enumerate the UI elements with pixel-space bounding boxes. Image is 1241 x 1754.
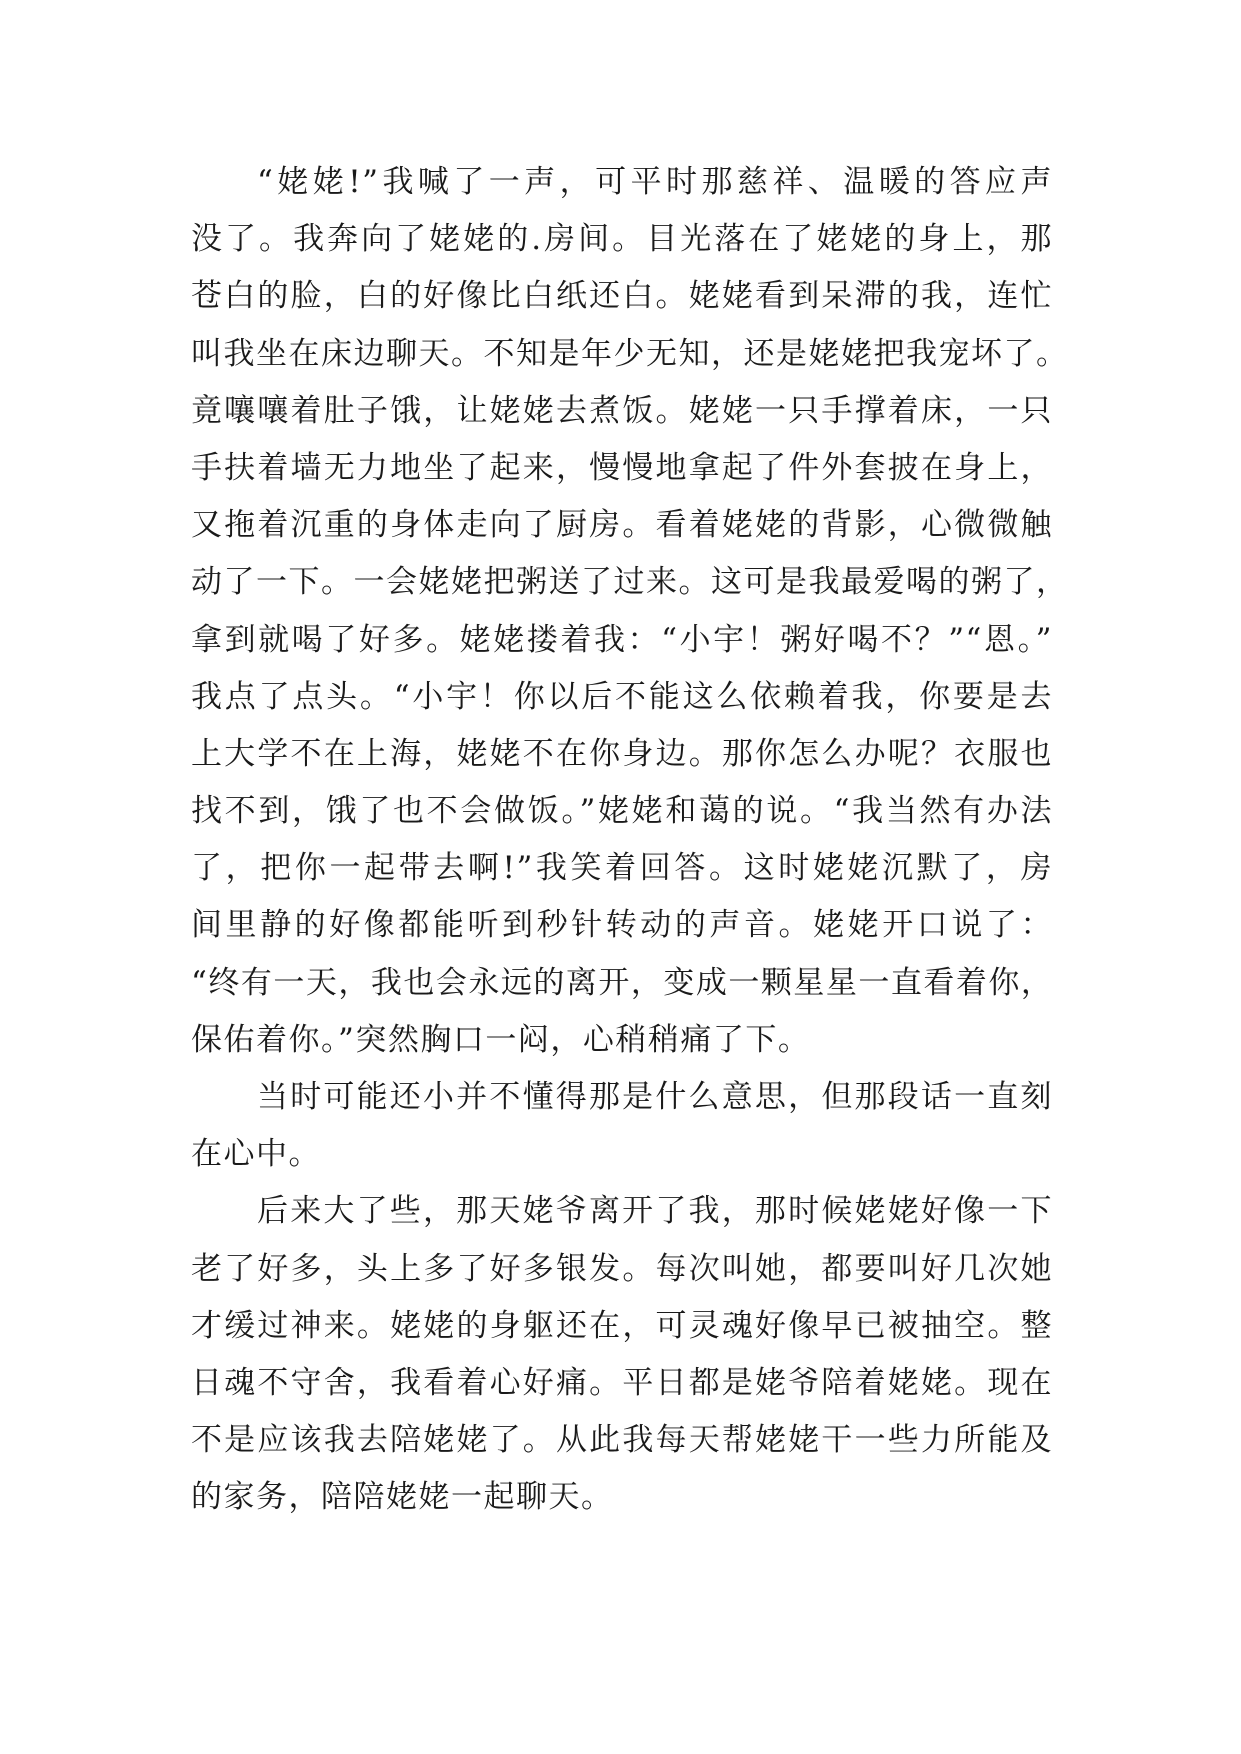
text-line: 的家务，陪陪姥姥一起聊天。 bbox=[191, 1479, 614, 1516]
text-line: 后来大了些，那天姥爷离开了我，那时候姥姥好像一下 bbox=[257, 1193, 1053, 1230]
text-line: “姥姥!”我喊了一声，可平时那慈祥、温暖的答应声 bbox=[257, 164, 1053, 200]
text-line: 拿到就喝了好多。姥姥搂着我：“小宇！粥好喝不？”“恩。” bbox=[191, 621, 1053, 658]
text-line: 了，把你一起带去啊!”我笑着回答。这时姥姥沉默了，房 bbox=[191, 850, 1053, 887]
text-line: 叫我坐在床边聊天。不知是年少无知，还是姥姥把我宠坏了。 bbox=[191, 335, 1069, 372]
text-line: 不是应该我去陪姥姥了。从此我每天帮姥姥干一些力所能及 bbox=[191, 1422, 1053, 1459]
text-line: 苍白的脸，白的好像比白纸还白。姥姥看到呆滞的我，连忙 bbox=[191, 278, 1053, 315]
paragraph-1 bbox=[191, 154, 1069, 1069]
text-line: 上大学不在上海，姥姥不在你身边。那你怎么办呢？衣服也 bbox=[191, 735, 1053, 772]
text-line: 竟嚷嚷着肚子饿，让姥姥去煮饭。姥姥一只手撑着床，一只 bbox=[191, 392, 1053, 429]
text-line: 找不到，饿了也不会做饭。”姥姥和蔼的说。“我当然有办法 bbox=[191, 793, 1053, 830]
document-body bbox=[191, 154, 1069, 1527]
text-line: 没了。我奔向了姥姥的.房间。目光落在了姥姥的身上，那 bbox=[191, 221, 1053, 258]
paragraph-2 bbox=[191, 1069, 1053, 1183]
text-line: 动了一下。一会姥姥把粥送了过来。这可是我最爱喝的粥了， bbox=[191, 564, 1069, 601]
text-line: 我点了点头。“小宇！你以后不能这么依赖着我，你要是去 bbox=[191, 678, 1053, 715]
text-line: 手扶着墙无力地坐了起来，慢慢地拿起了件外套披在身上， bbox=[191, 449, 1053, 486]
text-line: 又拖着沉重的身体走向了厨房。看着姥姥的背影，心微微触 bbox=[191, 507, 1053, 544]
paragraph-3 bbox=[191, 1183, 1053, 1526]
text-line: 保佑着你。”突然胸口一闷，心稍稍痛了下。 bbox=[191, 1021, 811, 1058]
text-line: 在心中。 bbox=[191, 1136, 321, 1173]
text-line: 老了好多，头上多了好多银发。每次叫她，都要叫好几次她 bbox=[191, 1250, 1053, 1287]
text-line: 当时可能还小并不懂得那是什么意思，但那段话一直刻 bbox=[257, 1079, 1053, 1115]
text-line: 间里静的好像都能听到秒针转动的声音。姥姥开口说了： bbox=[191, 907, 1053, 944]
text-line: “终有一天，我也会永远的离开，变成一颗星星一直看着你， bbox=[191, 964, 1054, 1001]
text-line: 日魂不守舍，我看着心好痛。平日都是姥爷陪着姥姥。现在 bbox=[191, 1364, 1053, 1401]
text-line: 才缓过神来。姥姥的身躯还在，可灵魂好像早已被抽空。整 bbox=[191, 1307, 1053, 1344]
